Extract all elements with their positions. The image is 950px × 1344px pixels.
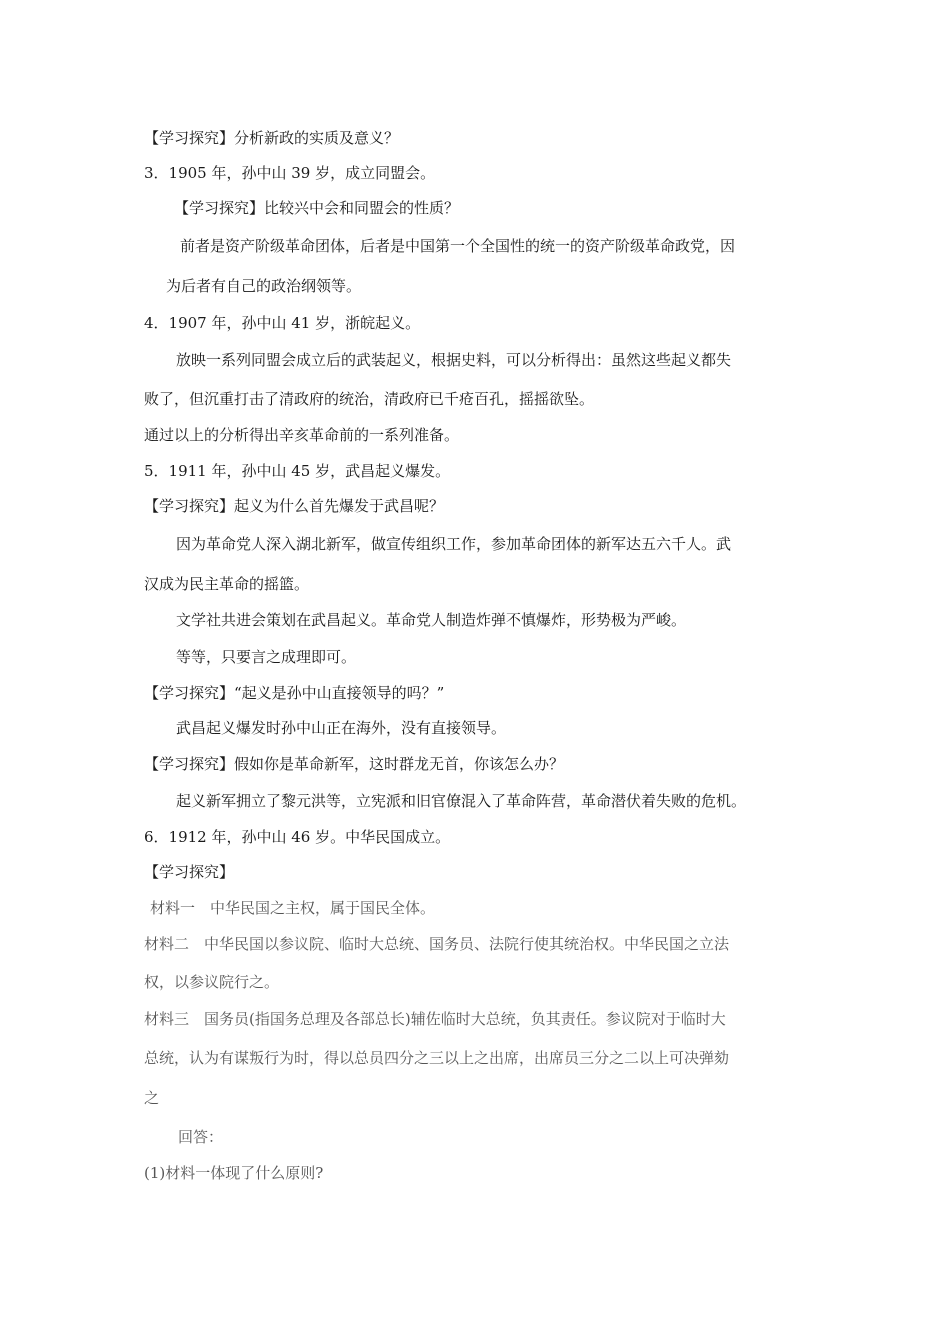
text-line: 因为革命党人深入湖北新军，做宣传组织工作，参加革命团体的新军达五六千人。武 <box>176 535 732 553</box>
text-line: 【学习探究】比较兴中会和同盟会的性质？ <box>174 199 460 217</box>
text-line: 起义新军拥立了黎元洪等，立宪派和旧官僚混入了革命阵营，革命潜伏着失败的危机。 <box>176 792 747 810</box>
text-line: 【学习探究】 <box>144 863 235 881</box>
text-line: 6．1912 年，孙中山 46 岁。中华民国成立。 <box>144 828 451 846</box>
text-line: 【学习探究】假如你是革命新军，这时群龙无首，你该怎么办？ <box>144 755 565 773</box>
text-line: 5．1911 年，孙中山 45 岁，武昌起义爆发。 <box>144 462 451 480</box>
text-line: 放映一系列同盟会成立后的武装起义，根据史料，可以分析得出：虽然这些起义都失 <box>176 351 732 369</box>
text-line: 3．1905 年，孙中山 39 岁，成立同盟会。 <box>144 164 436 182</box>
text-line: 等等，只要言之成理即可。 <box>176 648 357 666</box>
text-line: 权，以参议院行之。 <box>144 973 280 991</box>
text-line: 总统，认为有谋叛行为时，得以总员四分之三以上之出席，出席员三分之二以上可决弹劾 <box>144 1049 730 1067</box>
text-line: 4．1907 年，孙中山 41 岁，浙皖起义。 <box>144 314 421 332</box>
text-line: 之 <box>144 1089 160 1107</box>
text-line: 为后者有自己的政治纲领等。 <box>166 277 362 295</box>
text-line: 【学习探究】起义为什么首先爆发于武昌呢？ <box>144 497 445 515</box>
text-line: 败了，但沉重打击了清政府的统治，清政府已千疮百孔，摇摇欲坠。 <box>144 390 595 408</box>
text-line: 材料三 国务员(指国务总理及各部总长)辅佐临时大总统，负其责任。参议院对于临时大 <box>144 1010 726 1028</box>
text-line: 通过以上的分析得出辛亥革命前的一系列准备。 <box>144 426 460 444</box>
text-line: 回答： <box>178 1128 224 1146</box>
text-line: 汉成为民主革命的摇篮。 <box>144 575 310 593</box>
text-line: 【学习探究】“起义是孙中山直接领导的吗？” <box>144 684 445 702</box>
text-line: (1)材料一体现了什么原则? <box>144 1164 324 1182</box>
text-line: 文学社共进会策划在武昌起义。革命党人制造炸弹不慎爆炸，形势极为严峻。 <box>176 611 687 629</box>
text-line: 前者是资产阶级革命团体，后者是中国第一个全国性的统一的资产阶级革命政党，因 <box>180 237 736 255</box>
text-line: 武昌起义爆发时孙中山正在海外，没有直接领导。 <box>176 719 507 737</box>
text-line: 【学习探究】分析新政的实质及意义？ <box>144 129 400 147</box>
text-line: 材料一 中华民国之主权，属于国民全体。 <box>150 899 436 917</box>
text-line: 材料二 中华民国以参议院、临时大总统、国务员、法院行使其统治权。中华民国之立法 <box>144 935 730 953</box>
